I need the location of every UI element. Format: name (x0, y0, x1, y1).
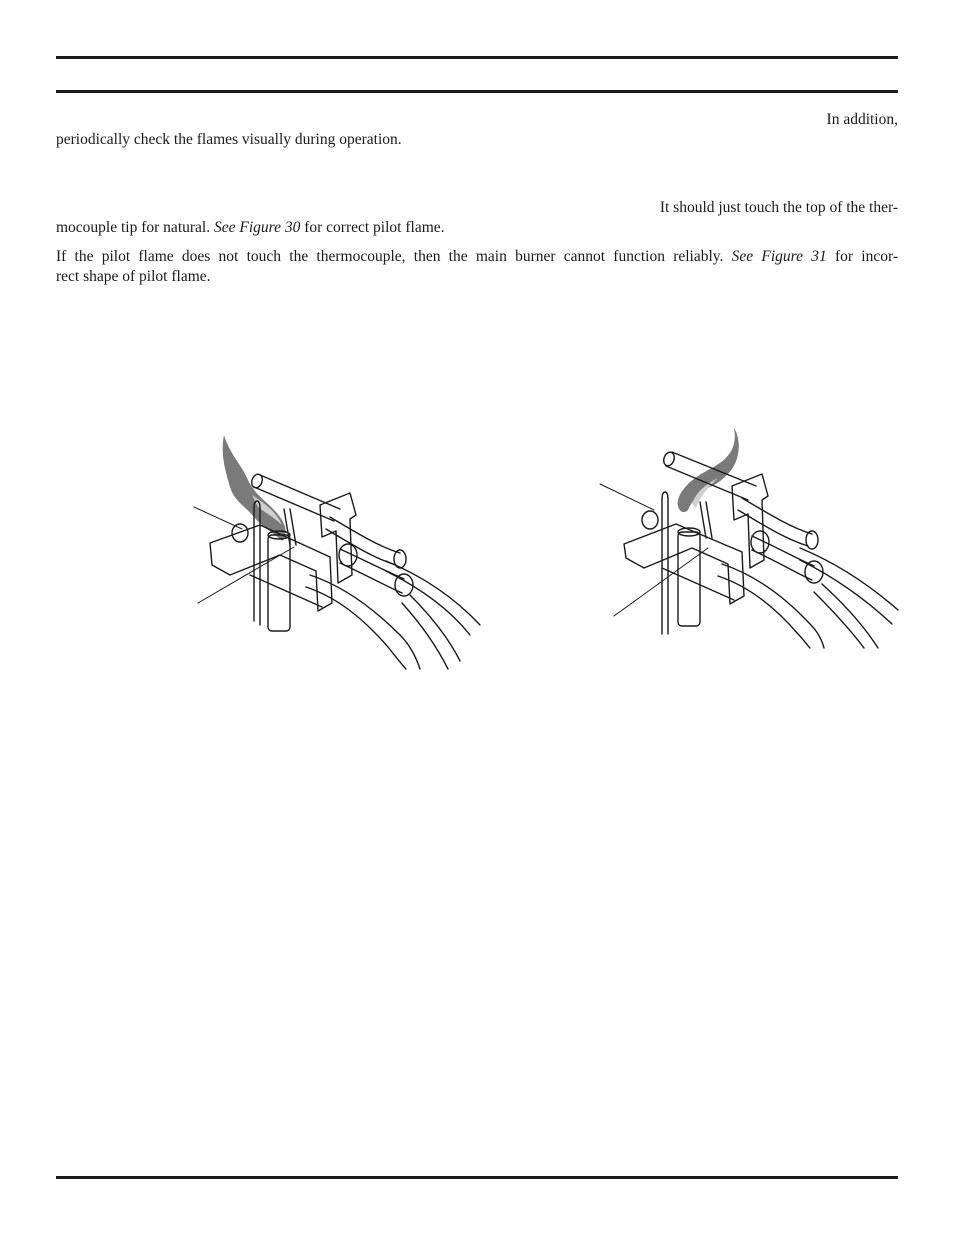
figure-30-reference: See Figure 30 (213, 219, 301, 236)
figure-30-illustration (190, 425, 490, 670)
header-rule-bottom (56, 90, 898, 93)
text-line-pilot-flame: If the pilot flame does not touch the thermocouple, then the main burner cannot function reliably. See Figure 31 for incor- (56, 248, 898, 265)
text-line-in-addition: In addition, (826, 111, 898, 128)
figure-31-reference: See Figure 31 (731, 248, 827, 265)
text-line-incorrect-shape: rect shape of pilot flame. (56, 268, 211, 285)
text-line-thermocouple-touch: It should just touch the top of the ther- (659, 199, 898, 216)
footer-rule (56, 1176, 898, 1179)
text-line-correct-flame: mocouple tip for natural. See Figure 30 for correct pilot flame. (56, 219, 445, 236)
pilot-flame-incorrect (678, 428, 739, 512)
text-line-periodically: periodically check the flames visually during operation. (56, 131, 402, 148)
figure-31-illustration (596, 420, 906, 650)
header-rule-top (56, 56, 898, 59)
